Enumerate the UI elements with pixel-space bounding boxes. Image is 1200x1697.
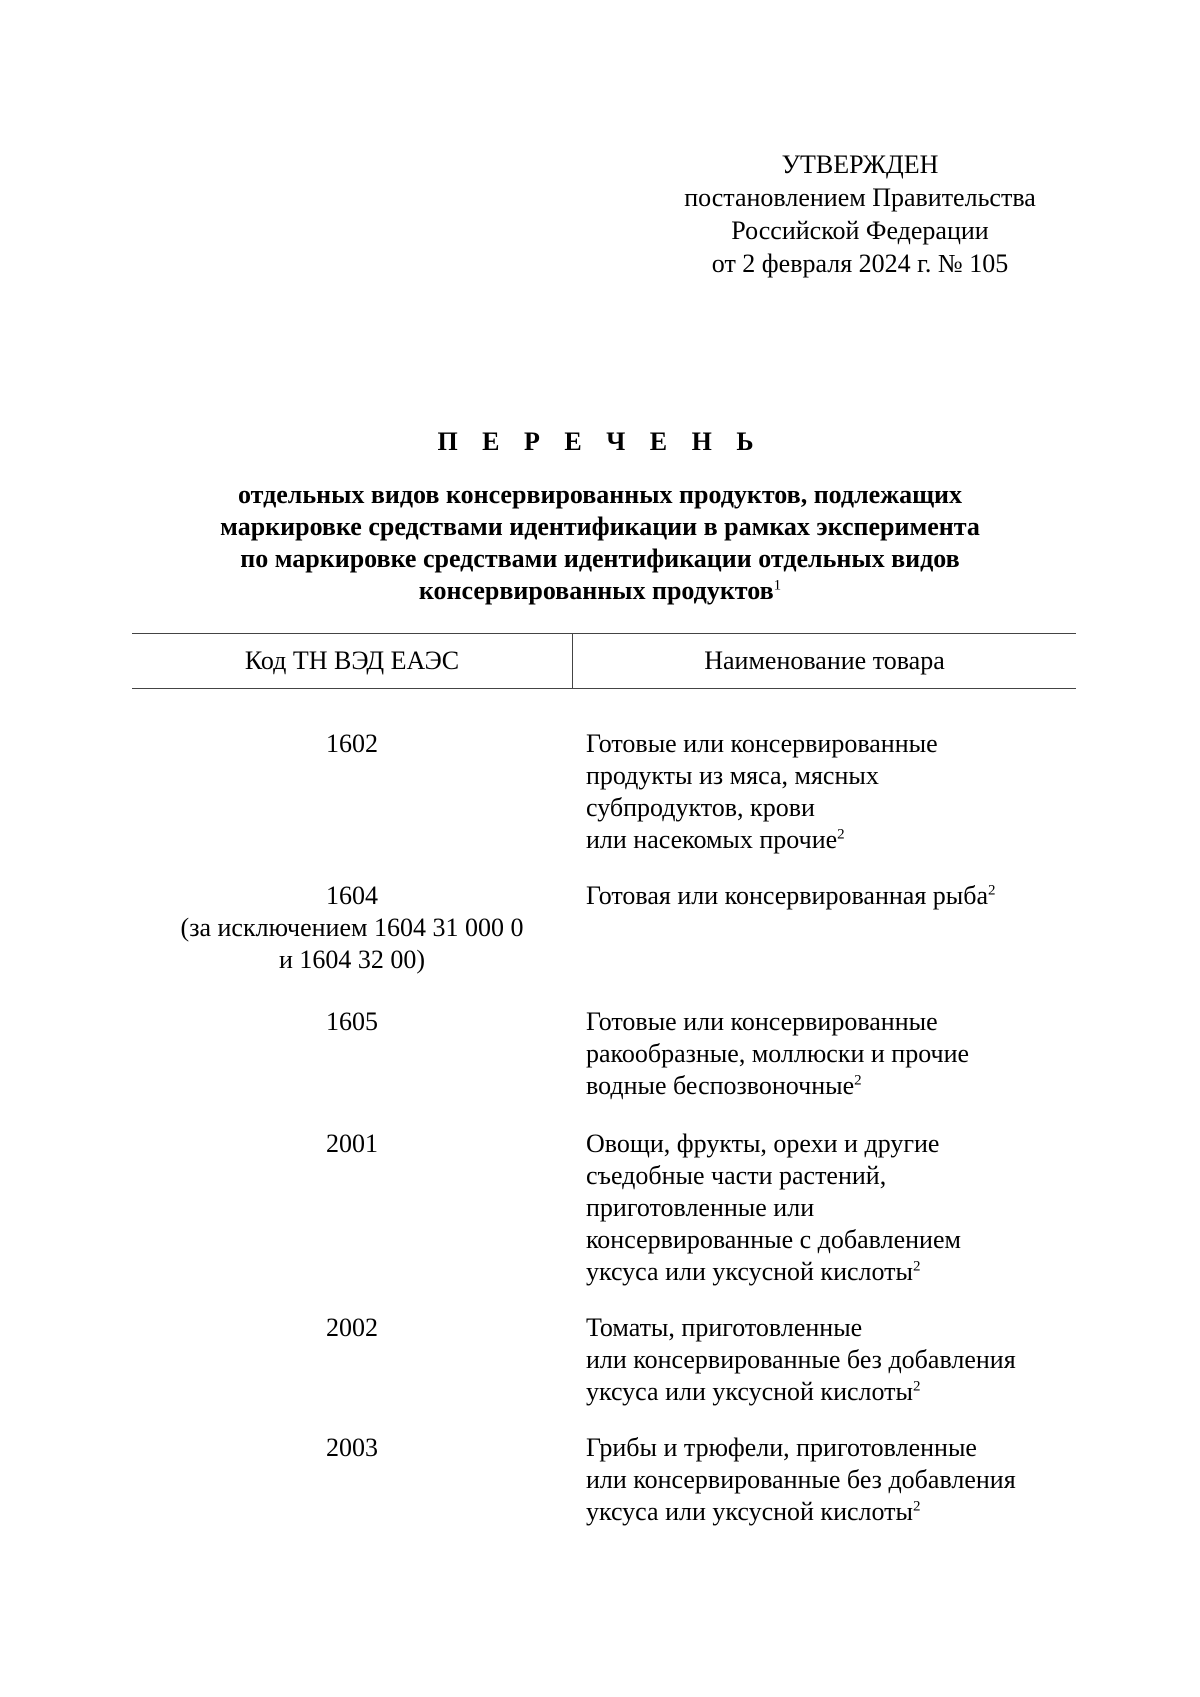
row-name-cell xyxy=(586,880,1076,912)
name-line-text: продукты из мяса, мясных xyxy=(586,761,879,790)
name-line xyxy=(586,792,1076,824)
name-line-text: Овощи, фрукты, орехи и другие xyxy=(586,1129,940,1158)
code-line: 1602 xyxy=(326,729,378,758)
column-header-name: Наименование товара xyxy=(704,646,945,675)
name-line xyxy=(586,1344,1076,1376)
name-line-text: ракообразные, моллюски и прочие xyxy=(586,1039,970,1068)
name-line-text: Готовые или консервированные xyxy=(586,729,938,758)
name-line-text: уксуса или уксусной кислоты xyxy=(586,1257,913,1286)
name-line xyxy=(586,760,1076,792)
name-line-text: консервированные с добавлением xyxy=(586,1225,961,1254)
subtitle-line-text: консервированных продуктов xyxy=(418,576,774,605)
code-line: (за исключением 1604 31 000 0 xyxy=(180,913,524,942)
approval-title: УТВЕРЖДЕН xyxy=(781,150,939,179)
name-line xyxy=(586,1432,1076,1464)
document-heading xyxy=(130,425,1070,607)
row-name-cell xyxy=(586,728,1076,856)
name-line-text: Готовая или консервированная рыба xyxy=(586,881,989,910)
name-line-text: Готовые или консервированные xyxy=(586,1007,938,1036)
footnote-mark: 2 xyxy=(837,826,845,843)
row-code-cell xyxy=(132,1312,572,1344)
row-name-cell xyxy=(586,1432,1076,1528)
row-code-cell xyxy=(132,1128,572,1160)
footnote-mark: 2 xyxy=(854,1072,862,1089)
table-header xyxy=(132,633,1076,689)
footnote-mark: 2 xyxy=(912,1498,921,1515)
name-line-text: Грибы и трюфели, приготовленные xyxy=(586,1433,977,1462)
footnote-mark: 2 xyxy=(912,1258,921,1275)
subtitle-line: отдельных видов консервированных продуктов, подлежащих xyxy=(237,480,962,509)
row-name-cell xyxy=(586,1006,1076,1102)
name-line xyxy=(586,1376,1076,1408)
name-line xyxy=(586,1224,1076,1256)
name-line-text: или насекомых прочие xyxy=(586,825,838,854)
name-line xyxy=(586,1070,1076,1102)
name-line xyxy=(586,1496,1076,1528)
code-line: 1604 xyxy=(326,881,378,910)
name-line-text: Томаты, приготовленные xyxy=(586,1313,863,1342)
row-code-cell xyxy=(132,1006,572,1038)
name-line xyxy=(586,728,1076,760)
name-line xyxy=(586,1038,1076,1070)
footnote-mark: 1 xyxy=(773,577,782,594)
name-line-text: водные беспозвоночные xyxy=(586,1071,855,1100)
code-line: 2002 xyxy=(326,1313,378,1342)
name-line xyxy=(586,1312,1076,1344)
row-name-cell xyxy=(586,1312,1076,1408)
document-subtitle xyxy=(130,479,1070,607)
name-line-text: съедобные части растений, xyxy=(586,1161,887,1190)
row-code-cell xyxy=(132,728,572,760)
name-line-text: уксуса или уксусной кислоты xyxy=(586,1377,913,1406)
column-header-code: Код ТН ВЭД ЕАЭС xyxy=(132,634,573,688)
footnote-mark: 2 xyxy=(988,882,996,899)
name-line-text: приготовленные или xyxy=(586,1193,815,1222)
name-line xyxy=(586,1464,1076,1496)
name-line-text: или консервированные без добавления xyxy=(586,1345,1016,1374)
approval-date: от 2 февраля 2024 г. № 105 xyxy=(711,249,1009,278)
document-title: П Е Р Е Ч Е Н Ь xyxy=(437,427,763,456)
name-line-text: или консервированные без добавления xyxy=(586,1465,1016,1494)
name-line xyxy=(586,1128,1076,1160)
name-line-text: субпродуктов, крови xyxy=(586,793,815,822)
name-line xyxy=(586,1160,1076,1192)
approval-block xyxy=(640,148,1080,280)
footnote-mark: 2 xyxy=(912,1378,921,1395)
code-line: и 1604 32 00) xyxy=(278,945,426,974)
name-line xyxy=(586,1006,1076,1038)
code-line: 2003 xyxy=(326,1433,378,1462)
row-name-cell xyxy=(586,1128,1076,1288)
name-line xyxy=(586,824,1076,856)
subtitle-line: по маркировке средствами идентификации отдельных видов xyxy=(240,544,960,573)
approval-line: Российской Федерации xyxy=(731,216,989,245)
name-line xyxy=(586,880,1076,912)
subtitle-line: маркировке средствами идентификации в рамках эксперимента xyxy=(220,512,980,541)
approval-line: постановлением Правительства xyxy=(684,183,1036,212)
code-line: 1605 xyxy=(326,1007,378,1036)
name-line xyxy=(586,1256,1076,1288)
name-line xyxy=(586,1192,1076,1224)
subtitle-line xyxy=(130,575,1070,607)
row-code-cell xyxy=(132,880,572,976)
code-line: 2001 xyxy=(326,1129,378,1158)
name-line-text: уксуса или уксусной кислоты xyxy=(586,1497,913,1526)
row-code-cell xyxy=(132,1432,572,1464)
